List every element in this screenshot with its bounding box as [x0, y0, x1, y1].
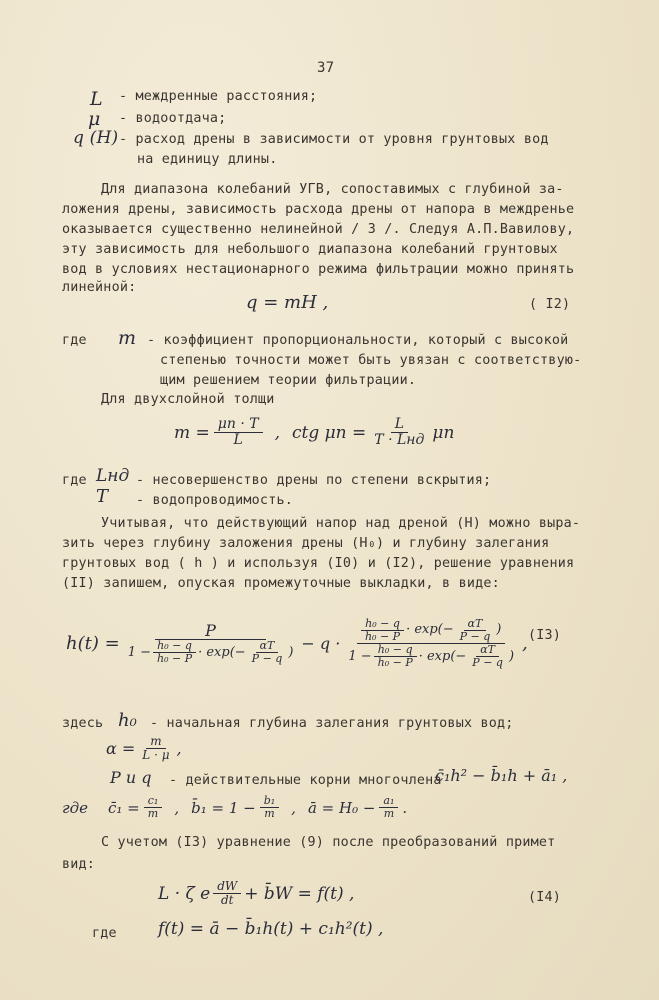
coef-b: b̄₁ = 1 −: [191, 798, 256, 817]
text-line: Для диапазона колебаний УГВ, сопоставимых с глубиной за-: [101, 182, 564, 197]
eq13-p: P: [155, 622, 266, 641]
symbol-p-q: P и q: [110, 768, 152, 787]
eq13-close: ): [288, 644, 294, 660]
definition-item: [90, 88, 103, 110]
coef-b-num: b₁: [260, 795, 279, 808]
m-lhs: m =: [174, 422, 210, 443]
coef-b-den: m: [264, 807, 275, 821]
coef-a-fraction: [379, 795, 398, 820]
eq13-den2-exp: · exp(−: [418, 648, 467, 664]
coefficients-line: [62, 795, 407, 820]
coef-sep1: ,: [174, 798, 180, 817]
eq13-inner-fraction: [153, 640, 196, 665]
text-line: зить через глубину заложения дрены (Н₀) и глубину залегания: [62, 536, 550, 551]
eq13-num-exp: · exp(−: [406, 622, 454, 638]
eq13-second-fraction: [344, 618, 518, 669]
eq13-den2-close: ): [508, 648, 515, 664]
text-line: вод в условиях нестационарного режима фильтрации можно принять: [62, 262, 575, 277]
where-label: где: [62, 473, 87, 488]
coef-a: ā = H₀ −: [307, 798, 376, 817]
equation-m: [174, 417, 454, 449]
eq13-den-a: 1 −: [127, 644, 151, 660]
symbol-m: m: [118, 327, 137, 349]
coef-end: .: [402, 798, 408, 817]
eq13-second-num: [357, 618, 505, 644]
coef-b-fraction: [260, 795, 279, 820]
m-numerator: μn · T: [214, 417, 263, 433]
ctg-fraction: [370, 417, 428, 449]
text-line: оказывается существенно нелинейной / 3 /. Следуя А.П.Вавилову,: [62, 222, 575, 237]
definition-text: - расход дрены в зависимости от уровня грунтовых вод: [119, 132, 549, 147]
text-line: С учетом (I3) уравнение (9) после преобразований примет: [101, 835, 556, 850]
eq13-inner-num: h₀ − q: [153, 640, 196, 653]
text-line: вид:: [62, 857, 96, 872]
definition-item: [73, 128, 118, 148]
ctg-numerator: L: [391, 417, 408, 433]
polynomial: c̄₁h² − b̄₁h + ā₁ ,: [435, 766, 568, 785]
text-line: - начальная глубина залегания грунтовых вод;: [150, 716, 514, 731]
eq13-den2-at-den: P − q: [472, 656, 503, 670]
eq14-num: dW: [213, 880, 241, 894]
page-number: 37: [317, 60, 335, 76]
m-separator: ,: [274, 422, 280, 443]
alpha-definition: [106, 735, 182, 762]
coef-a-den: m: [383, 807, 395, 821]
coef-c: c̄₁ =: [107, 798, 140, 817]
eq13-minus-q: − q ·: [301, 634, 341, 654]
eq13-den2-at-num: αT: [476, 644, 499, 657]
eq13-at-fraction: [248, 640, 287, 665]
text-line: - действительные корни многочлена: [169, 773, 442, 788]
eq13-lhs: h(t) =: [66, 633, 120, 655]
definition-item: [88, 108, 101, 130]
equation-number-13: (I3): [528, 628, 562, 643]
definition-text-cont: на единицу длины.: [137, 152, 278, 167]
eq13-den2-at: [468, 644, 507, 669]
coef-c-num: c₁: [144, 795, 163, 808]
text-line: эту зависимость для небольшого диапазона колебаний грунтовых: [62, 242, 558, 257]
eq14-tail: + b̄W = f(t) ,: [244, 883, 355, 904]
definition-text: - водоотдача;: [119, 111, 227, 126]
definition-symbol: q (H): [73, 128, 119, 148]
eq13-first-den: [124, 640, 298, 665]
alpha-tail: ,: [176, 739, 182, 759]
eq14-lhs: L · ζ e: [158, 883, 211, 904]
symbol-t: T: [96, 486, 109, 507]
equation-number-12: ( I2): [529, 297, 571, 312]
where-label: где: [62, 333, 87, 348]
equation-number-14: (I4): [528, 890, 562, 905]
coef-lead: где: [62, 798, 88, 817]
m-denominator: L: [233, 432, 243, 449]
eq13-at-num: αT: [256, 640, 279, 653]
eq13-num-close: ): [496, 622, 502, 638]
two-layer-heading: Для двухслойной толщи: [101, 392, 275, 407]
symbol-lnd: Lнд: [96, 466, 130, 486]
definition-symbol: μ: [88, 108, 101, 130]
equation-12: q = mH ,: [246, 292, 329, 313]
alpha-lhs: α =: [106, 739, 136, 759]
text-line: Учитывая, что действующий напор над дреной (Н) можно выра-: [101, 516, 581, 531]
coef-c-den: m: [147, 807, 159, 821]
coef-sep2: ,: [291, 798, 296, 817]
eq13-at-den: P − q: [251, 652, 283, 666]
eq13-num-at-den: P − q: [459, 630, 491, 644]
eq13-num-at: [456, 618, 495, 643]
symbol-h0: h₀: [118, 710, 137, 731]
eq13-den2-inner: [374, 644, 417, 669]
coef-a-num: a₁: [379, 795, 398, 808]
where-label: где: [92, 926, 117, 941]
equation-13: [66, 618, 528, 669]
alpha-fraction: [138, 735, 173, 762]
eq13-second-den: [344, 644, 518, 669]
m-fraction: [214, 417, 263, 449]
eq13-den2-a: 1 −: [348, 648, 372, 664]
here-label: здесь: [62, 716, 104, 731]
text-line: грунтовых вод ( h ) и используя (I0) и (I2), решение уравнения: [62, 556, 575, 571]
text-line: (II) запишем, опуская промежуточные выкладки, в виде:: [62, 576, 500, 591]
text-line: - водопроводимость.: [136, 493, 293, 508]
equation-f: f(t) = ā − b̄₁h(t) + c₁h²(t) ,: [158, 919, 384, 939]
coef-c-fraction: [144, 795, 163, 820]
ctg-denominator: T · Lнд: [374, 432, 425, 449]
alpha-num: m: [146, 735, 165, 749]
eq13-first-fraction: [124, 622, 298, 666]
ctg-lhs: ctg μn =: [292, 422, 367, 443]
text-line: - коэффициент пропорциональности, который с высокой: [147, 333, 569, 348]
eq13-num-inner-den: h₀ − P: [364, 630, 401, 644]
eq13-inner-den: h₀ − P: [156, 652, 193, 666]
text-line: щим решением теории фильтрации.: [160, 373, 417, 388]
eq14-fraction: [213, 880, 241, 907]
definition-symbol: L: [90, 88, 103, 110]
equation-14: [158, 880, 354, 907]
eq13-den2-inner-num: h₀ − q: [374, 644, 417, 657]
eq13-num-inner-num: h₀ − q: [361, 618, 404, 631]
text-line: степенью точности может быть увязан с соответствую-: [160, 353, 582, 368]
text-line: ложения дрены, зависимость расхода дрены от напора в междренье: [62, 202, 575, 217]
eq13-num-inner: [361, 618, 404, 643]
eq13-exp: · exp(−: [198, 644, 246, 660]
definition-text: - междренные расстояния;: [119, 89, 318, 104]
eq14-den: dt: [220, 893, 234, 908]
eq13-den2-inner-den: h₀ − P: [377, 656, 413, 670]
text-line: - несовершенство дрены по степени вскрытия;: [136, 473, 492, 488]
text-line: линейной:: [62, 280, 137, 295]
eq13-num-at-num: αT: [464, 618, 487, 631]
ctg-tail: μn: [432, 422, 455, 443]
eq13-comma: ,: [522, 633, 528, 655]
alpha-den: L · μ: [142, 748, 170, 763]
